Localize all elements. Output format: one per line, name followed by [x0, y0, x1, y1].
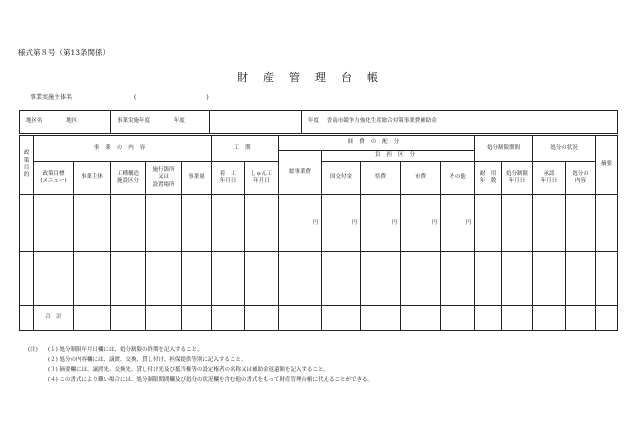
- blank-cell: [210, 111, 302, 134]
- total-label: 合 計: [34, 306, 74, 331]
- subsidy-name: 香南市競争力強化生産総合対策事業費補助金: [326, 118, 437, 125]
- start-date-header: 着 工 年月日: [212, 162, 245, 195]
- subsidy-cell: [302, 111, 618, 134]
- note-line: (３) 摘要欄には、譲渡先、交換先、貸し付け先及び抵当権等の設定権者の名称又は補助金返還額を記入すること。: [48, 367, 330, 373]
- city-cost-header: 市費: [401, 162, 441, 195]
- completion-date-header: しゅん工 年月日: [245, 162, 279, 195]
- disposal-limit-period-header: 処分制限期間: [475, 136, 533, 162]
- total-cost-header: 総事業費: [279, 151, 322, 195]
- location-header: 施行箇所 又は 設置場所: [146, 162, 182, 195]
- info-table: [19, 110, 618, 134]
- table-row: [20, 252, 618, 306]
- policy-purpose-header: 政 策 目 的: [20, 136, 34, 195]
- project-entity-header: 事業主体: [74, 162, 111, 195]
- burden-category-header: 負担区分: [322, 151, 475, 162]
- org-label: 事業実施主体名: [30, 94, 73, 101]
- approval-date-header: 承認 年月日: [533, 162, 566, 195]
- note-line: (４) この書式により難い場合には、処分制限期間欄及び処分の状況欄を含む他の書式をもって財産管理台帳に代えることができる。: [48, 377, 374, 383]
- org-close-paren: ): [206, 94, 209, 101]
- yen-unit: 円: [441, 195, 475, 252]
- construction-period-header: 工期: [212, 136, 279, 162]
- yen-unit: 円: [279, 195, 322, 252]
- area-suffix: 地区: [66, 118, 78, 125]
- org-open-paren: (: [134, 94, 137, 101]
- form-number: 様式第８号（第13条関係）: [18, 48, 111, 57]
- yen-unit: 円: [322, 195, 361, 252]
- national-grant-header: 国交付金: [322, 162, 361, 195]
- prefecture-cost-header: 県費: [361, 162, 401, 195]
- project-content-header: 事業の内容: [34, 136, 212, 162]
- area-cell: [20, 111, 111, 134]
- yen-unit: 円: [361, 195, 401, 252]
- total-row: [20, 306, 618, 331]
- notes: [28, 345, 373, 385]
- org-row: [30, 92, 209, 101]
- remarks-header: 摘要: [596, 136, 618, 195]
- area-label: 地区名: [26, 118, 43, 125]
- year-cell: [111, 111, 210, 134]
- note-line: (２) 処分の内容欄には、譲渡、交換、貸し付け、担保提供等別に記入すること。: [48, 357, 247, 363]
- yen-unit: 円: [401, 195, 441, 252]
- note-line: (注) (１) 処分制限年月日欄には、処分制限の終期を記入すること。: [28, 347, 203, 353]
- useful-life-header: 耐 用 年 数: [475, 162, 502, 195]
- ledger-table: [19, 135, 618, 331]
- table-row: [20, 195, 618, 252]
- year-label: 事業実施年度: [117, 118, 151, 125]
- year-suffix: 年度: [173, 118, 185, 125]
- page-title: 財産管理台帳: [237, 71, 393, 84]
- project-volume-header: 事業量: [182, 162, 212, 195]
- disposal-status-header: 処分の状況: [533, 136, 596, 162]
- other-cost-header: その他: [441, 162, 475, 195]
- cost-allocation-header: 経費の配分: [279, 136, 475, 151]
- disposal-content-header: 処分の 内容: [566, 162, 596, 195]
- work-type-header: 工種構造 施設区分: [111, 162, 146, 195]
- subsidy-year: 年度: [308, 118, 320, 125]
- disposal-limit-date-header: 処分制限 年月日: [502, 162, 533, 195]
- policy-goal-header: 政策目標 (メニュー): [34, 162, 74, 195]
